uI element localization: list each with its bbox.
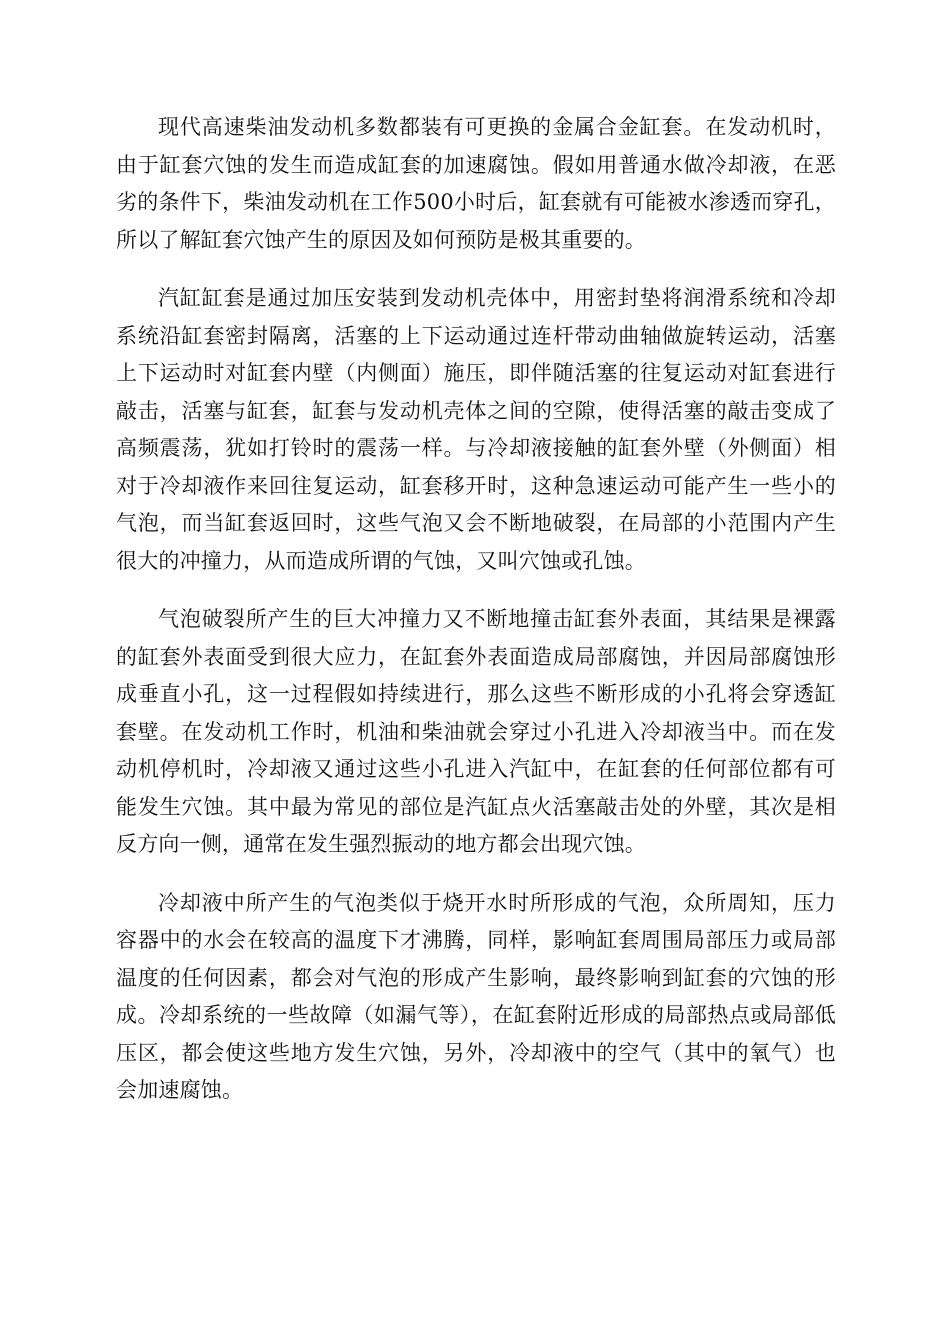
paragraph-2: 汽缸缸套是通过加压安装到发动机壳体中，用密封垫将润滑系统和冷却系统沿缸套密封隔离，活塞的上下运动通过连杆带动曲轴做旋转运动，活塞上下运动时对缸套内壁（内侧面）施压，即伴随活塞的往复运动对缸套进行敲击，活塞与缸套，缸套与发动机壳体之间的空隙，使得活塞的敲击变成了高频震荡，犹如打铃时的震荡一样。与冷却液接触的缸套外壁（外侧面）相对于冷却液作来回往复运动，缸套移开时，这种急速运动可能产生一些小的气泡，而当缸套返回时，这些气泡又会不断地破裂，在局部的小范围内产生很大的冲撞力，从而造成所谓的气蚀，又叫穴蚀或孔蚀。: [116, 286, 836, 573]
paragraph-3: 气泡破裂所产生的巨大冲撞力又不断地撞击缸套外表面，其结果是裸露的缸套外表面受到很大应力，在缸套外表面造成局部腐蚀，并因局部腐蚀形成垂直小孔，这一过程假如持续进行，那么这些不断形成的小孔将会穿透缸套壁。在发动机工作时，机油和柴油就会穿过小孔进入冷却液当中。而在发动机停机时，冷却液又通过这些小孔进入汽缸中，在缸套的任何部位都有可能发生穴蚀。其中最为常见的部位是汽缸点火活塞敲击处的外壁，其次是相反方向一侧，通常在发生强烈振动的地方都会出现穴蚀。: [116, 607, 836, 856]
paragraph-1: 现代高速柴油发动机多数都装有可更换的金属合金缸套。在发动机时，由于缸套穴蚀的发生而造成缸套的加速腐蚀。假如用普通水做冷却液，在恶劣的条件下，柴油发动机在工作500小时后，缸套就有可能被水渗透而穿孔，所以了解缸套穴蚀产生的原因及如何预防是极其重要的。: [116, 115, 836, 252]
paragraph-4: 冷却液中所产生的气泡类似于烧开水时所形成的气泡，众所周知，压力容器中的水会在较高的温度下才沸腾，同样，影响缸套周围局部压力或局部温度的任何因素，都会对气泡的形成产生影响，最终影响到缸套的穴蚀的形成。冷却系统的一些故障（如漏气等），在缸套附近形成的局部热点或局部低压区，都会使这些地方发生穴蚀，另外，冷却液中的空气（其中的氧气）也会加速腐蚀。: [116, 890, 836, 1102]
document-body: [116, 109, 836, 1131]
